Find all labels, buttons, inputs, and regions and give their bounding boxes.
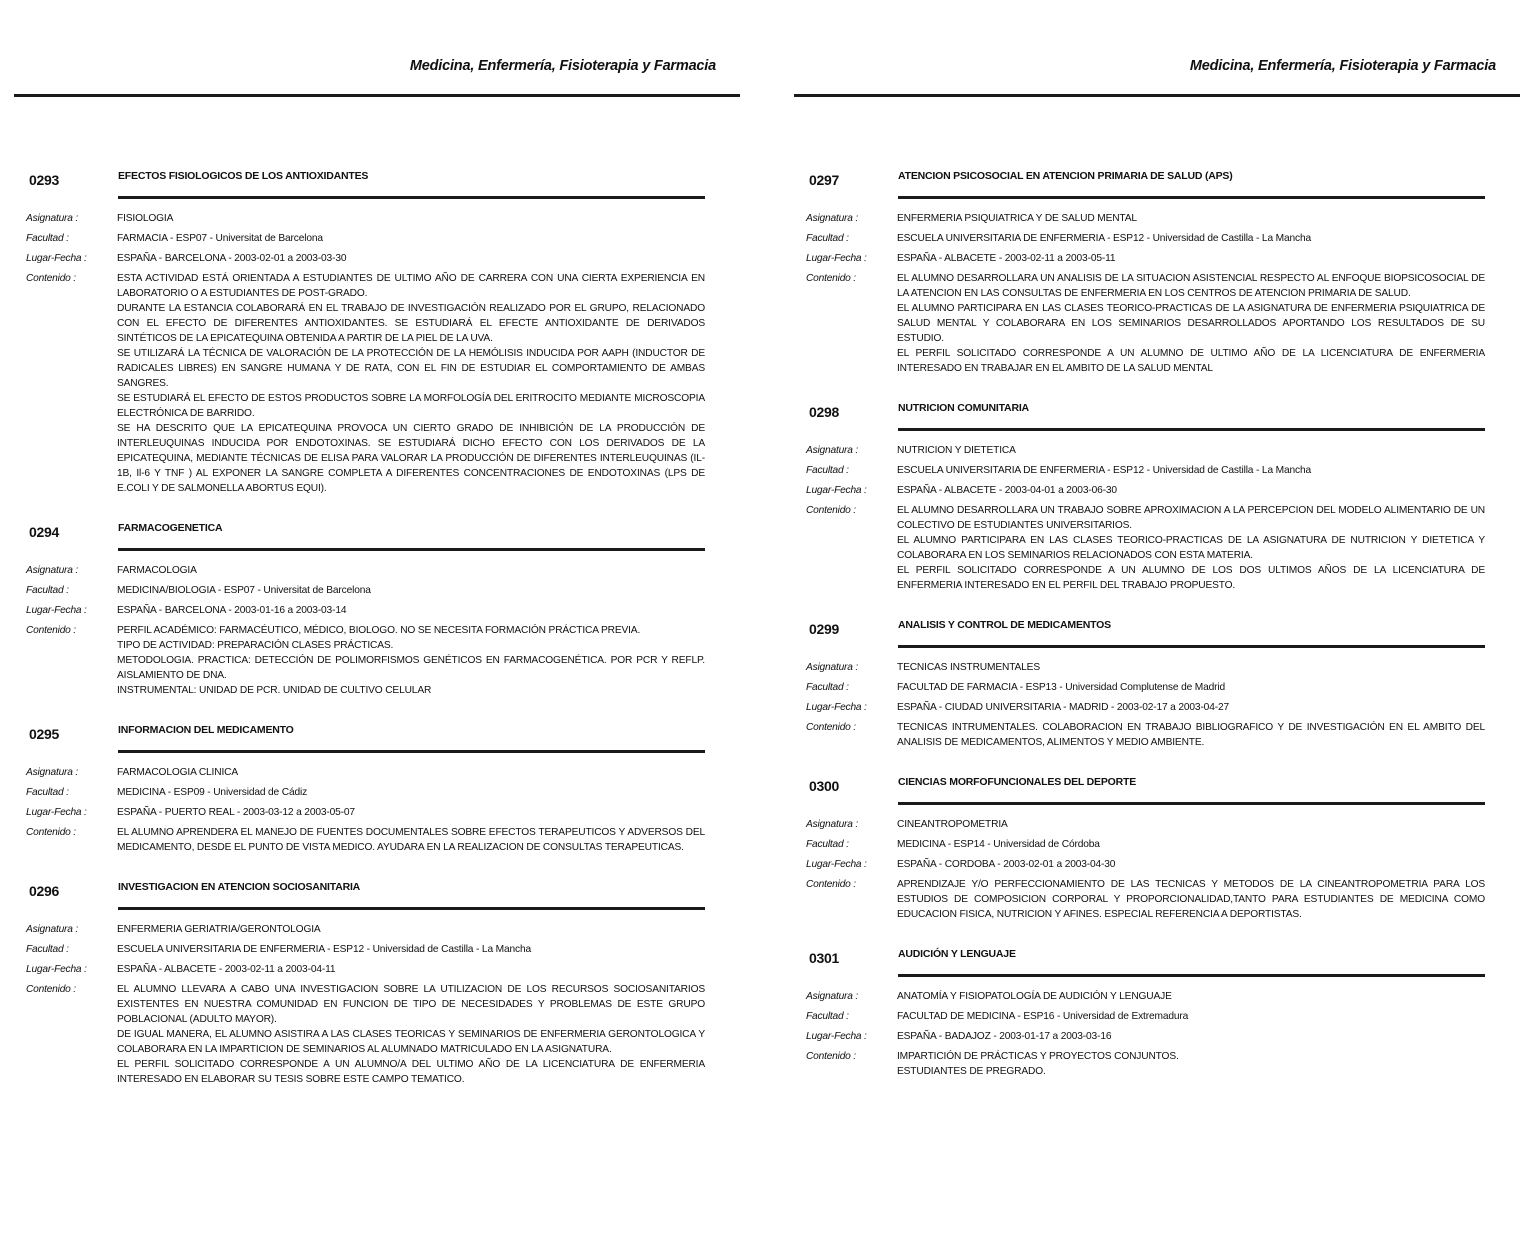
contenido-label: Contenido : bbox=[806, 879, 856, 890]
asignatura-value: ENFERMERIA PSIQUIATRICA Y DE SALUD MENTAL bbox=[897, 213, 1137, 224]
entry-code: 0301 bbox=[809, 950, 839, 966]
facultad-row bbox=[26, 231, 705, 246]
contenido-paragraph: SE HA DESCRITO QUE LA EPICATEQUINA PROVOCA UN CIERTO GRADO DE INHIBICIÓN DE LA PRODUCCIÓN DE INTERLEUQUINAS INDUCIDA POR ENDOTOXINAS. SE ESTUDIARÁ DICHO EFECTO CON LOS DERIVADOS DE LA EPICATEQUINA, MEDIANTE TÉCNICAS DE ELISA PARA VALORAR LA PRODUCCIÓN DE DIFERENTES INTERLEUQUINAS (IL-1B, Il-6 Y TNF ) AL EXPONER LA SANGRE COMPLETA A DIFERENTES CONCENTRACIONES DE ENDOTOXINAS (LPS DE E.COLI Y DE SALMONELLA ABORTUS EQUI). bbox=[117, 423, 705, 494]
contenido-paragraph: METODOLOGIA. PRACTICA: DETECCIÓN DE POLIMORFISMOS GENÉTICOS EN FARMACOGENÉTICA. POR PCR Y REFLP. AISLAMIENTO DE DNA. bbox=[117, 655, 705, 681]
contenido-row bbox=[806, 271, 1485, 376]
contenido-label: Contenido : bbox=[26, 984, 76, 995]
contenido-paragraph: EL ALUMNO DESARROLLARA UN ANALISIS DE LA SITUACION ASISTENCIAL RESPECTO AL ENFOQUE BIOPSICOSOCIAL DE LA ATENCION EN LAS CONSULTAS DE ENFERMERIA EN LOS CENTROS DE ATENCION PRIMARIA DE SALUD. bbox=[897, 273, 1485, 299]
header-underline-gap bbox=[806, 973, 898, 977]
lugar-fecha-row bbox=[26, 603, 705, 618]
contenido-paragraph: APRENDIZAJE Y/O PERFECCIONAMIENTO DE LAS TECNICAS Y METODOS DE LA CINEANTROPOMETRIA PARA LOS ESTUDIOS DE COMPOSICION CORPORAL Y PROPORCIONALIDAD,TANTO PARA ESTUDIANTES DE MEDICINA COMO EDUCACION FISICA, NUTRICION Y AFINES. ESPECIAL REFERENCIA A DEPORTISTAS. bbox=[897, 879, 1485, 920]
header-underline-gap bbox=[26, 906, 118, 910]
facultad-row bbox=[26, 785, 705, 800]
facultad-row bbox=[806, 837, 1485, 852]
facultad-value: MEDICINA/BIOLOGIA - ESP07 - Universitat de Barcelona bbox=[117, 585, 371, 596]
lugar-fecha-row bbox=[26, 251, 705, 266]
entry-title: CIENCIAS MORFOFUNCIONALES DEL DEPORTE bbox=[898, 776, 1137, 788]
lugar-fecha-value: ESPAÑA - ALBACETE - 2003-02-11 a 2003-05-11 bbox=[897, 253, 1116, 264]
contenido-paragraph: EL ALUMNO APRENDERA EL MANEJO DE FUENTES DOCUMENTALES SOBRE EFECTOS TERAPEUTICOS Y ADVERSOS DEL MEDICAMENTO, DESDE EL PUNTO DE VISTA MEDICO. AYUDARA EN LA REALIZACION DE CONSULTAS TERAPEUTICAS. bbox=[117, 827, 705, 853]
lugar-fecha-label: Lugar-Fecha : bbox=[26, 807, 87, 818]
asignatura-row bbox=[806, 443, 1485, 458]
facultad-value: ESCUELA UNIVERSITARIA DE ENFERMERIA - ESP12 - Universidad de Castilla - La Mancha bbox=[897, 233, 1311, 244]
activity-entry bbox=[806, 166, 1485, 376]
header-underline-gap bbox=[806, 195, 898, 199]
asignatura-value: FISIOLOGIA bbox=[117, 213, 174, 224]
activity-entry bbox=[26, 877, 705, 1087]
facultad-value: FACULTAD DE FARMACIA - ESP13 - Universidad Complutense de Madrid bbox=[897, 682, 1226, 693]
right-page bbox=[780, 0, 1520, 1238]
contenido-paragraph: EL ALUMNO PARTICIPARA EN LAS CLASES TEORICO-PRACTICAS DE LA ASIGNATURA DE ENFERMERIA PSIQUIATRICA DE SALUD MENTAL Y COLABORARA EN LOS SEMINARIOS DESARROLLADOS APORTANDO LOS RESULTADOS DE SU ESTUDIO. bbox=[897, 303, 1485, 344]
entry-title: INFORMACION DEL MEDICAMENTO bbox=[118, 724, 294, 736]
asignatura-label: Asignatura : bbox=[26, 767, 78, 778]
lugar-fecha-row bbox=[806, 700, 1485, 715]
contenido-paragraph: TECNICAS INTRUMENTALES. COLABORACION EN TRABAJO BIBLIOGRAFICO Y DE INVESTIGACIÓN EN EL AMBITO DEL ANALISIS DE MEDICAMENTOS, ALIMENTOS Y MEDIO AMBIENTE. bbox=[897, 722, 1485, 748]
lugar-fecha-value: ESPAÑA - BADAJOZ - 2003-01-17 a 2003-03-16 bbox=[897, 1031, 1112, 1042]
entry-header bbox=[26, 518, 705, 551]
entry-title: AUDICIÓN Y LENGUAJE bbox=[898, 948, 1016, 960]
facultad-label: Facultad : bbox=[806, 682, 849, 693]
contenido-paragraph: ESTUDIANTES DE PREGRADO. bbox=[897, 1066, 1046, 1077]
asignatura-label: Asignatura : bbox=[806, 991, 858, 1002]
contenido-paragraph: EL ALUMNO LLEVARA A CABO UNA INVESTIGACION SOBRE LA UTILIZACION DE LOS RECURSOS SOCIOSANITARIOS EXISTENTES EN NUESTRA COMUNIDAD EN FUNCION DE TIPO DE NECESIDADES Y PROBLEMAS DE ESTE GRUPO POBLACIONAL (ADULTO MAYOR). bbox=[117, 984, 705, 1025]
entry-code: 0295 bbox=[29, 726, 59, 742]
facultad-row bbox=[26, 942, 705, 957]
asignatura-row bbox=[26, 765, 705, 780]
header-underline-gap bbox=[806, 427, 898, 431]
facultad-value: MEDICINA - ESP09 - Universidad de Cádiz bbox=[117, 787, 308, 798]
contenido-paragraph: SE ESTUDIARÁ EL EFECTO DE ESTOS PRODUCTOS SOBRE LA MORFOLOGÍA DEL ERITROCITO MEDIANTE MICROSCOPIA ELECTRÓNICA DE BARRIDO. bbox=[117, 393, 705, 419]
activity-entry bbox=[806, 944, 1485, 1079]
entry-code: 0296 bbox=[29, 883, 59, 899]
asignatura-value: TECNICAS INSTRUMENTALES bbox=[897, 662, 1040, 673]
contenido-label: Contenido : bbox=[26, 625, 76, 636]
lugar-fecha-row bbox=[806, 483, 1485, 498]
contenido-paragraph: EL ALUMNO PARTICIPARA EN LAS CLASES TEORICO-PRACTICAS DE LA ASIGNATURA DE NUTRICION Y DIETETICA Y COLABORARA EN LOS SEMINARIOS RELACIONADOS CON ESTA MATERIA. bbox=[897, 535, 1485, 561]
facultad-row bbox=[806, 231, 1485, 246]
contenido-paragraph: ESTA ACTIVIDAD ESTÁ ORIENTADA A ESTUDIANTES DE ULTIMO AÑO DE CARRERA CON UNA CIERTA EXPERIENCIA EN LABORATORIO O A ESTUDIANTES DE POST-GRADO. bbox=[117, 273, 705, 299]
facultad-label: Facultad : bbox=[26, 944, 69, 955]
contenido-value bbox=[117, 271, 705, 496]
facultad-label: Facultad : bbox=[806, 233, 849, 244]
lugar-fecha-label: Lugar-Fecha : bbox=[26, 253, 87, 264]
contenido-paragraph: EL PERFIL SOLICITADO CORRESPONDE A UN ALUMNO/A DEL ULTIMO AÑO DE LA LICENCIATURA DE ENFERMERIA INTERESADO EN ELABORAR SU TESIS SOBRE ESTE CAMPO TEMATICO. bbox=[117, 1059, 705, 1085]
page-header-title: Medicina, Enfermería, Fisioterapia y Farmacia bbox=[1189, 58, 1496, 74]
lugar-fecha-value: ESPAÑA - BARCELONA - 2003-01-16 a 2003-03-14 bbox=[117, 605, 347, 616]
asignatura-label: Asignatura : bbox=[806, 662, 858, 673]
entry-code: 0293 bbox=[29, 172, 59, 188]
contenido-paragraph: SE UTILIZARÁ LA TÉCNICA DE VALORACIÓN DE LA PROTECCIÓN DE LA HEMÓLISIS INDUCIDA POR AAPH (INDUCTOR DE RADICALES LIBRES) EN SANGRE HUMANA Y DE RATA, CON EL FIN DE ESTUDIAR EL COMPORTAMIENTO DE AMBAS SANGRES. bbox=[117, 348, 705, 389]
asignatura-value: ANATOMÍA Y FISIOPATOLOGÍA DE AUDICIÓN Y LENGUAJE bbox=[897, 991, 1172, 1002]
activity-entry bbox=[26, 720, 705, 855]
header-underline-gap bbox=[26, 749, 118, 753]
contenido-paragraph: DURANTE LA ESTANCIA COLABORARÁ EN EL TRABAJO DE INVESTIGACIÓN REALIZADO POR EL GRUPO, RELACIONADO CON EL EFECTO DE DIFERENTES ANTIOXIDANTES. SE ESTUDIARÁ EL EFECTE ANTIOXIDANTE DE DERIVADOS SINTÉTICOS DE LA EPICATEQUINA OBTENIDA A PARTIR DE LA PIEL DE LA UVA. bbox=[117, 303, 705, 344]
entry-header bbox=[806, 166, 1485, 199]
facultad-row bbox=[26, 583, 705, 598]
entry-header bbox=[26, 720, 705, 753]
asignatura-row bbox=[806, 817, 1485, 832]
contenido-value bbox=[897, 271, 1485, 376]
asignatura-row bbox=[26, 563, 705, 578]
lugar-fecha-label: Lugar-Fecha : bbox=[26, 605, 87, 616]
asignatura-row bbox=[26, 922, 705, 937]
lugar-fecha-value: ESPAÑA - BARCELONA - 2003-02-01 a 2003-03-30 bbox=[117, 253, 347, 264]
contenido-label: Contenido : bbox=[806, 505, 856, 516]
asignatura-value: FARMACOLOGIA CLINICA bbox=[117, 767, 238, 778]
facultad-value: FACULTAD DE MEDICINA - ESP16 - Universidad de Extremadura bbox=[897, 1011, 1189, 1022]
contenido-row bbox=[26, 623, 705, 698]
facultad-label: Facultad : bbox=[806, 839, 849, 850]
asignatura-label: Asignatura : bbox=[806, 213, 858, 224]
contenido-paragraph: TIPO DE ACTIVIDAD: PREPARACIÓN CLASES PRÁCTICAS. bbox=[117, 640, 394, 651]
facultad-value: ESCUELA UNIVERSITARIA DE ENFERMERIA - ESP12 - Universidad de Castilla - La Mancha bbox=[897, 465, 1311, 476]
entry-header bbox=[806, 398, 1485, 431]
entry-title: FARMACOGENETICA bbox=[118, 522, 223, 534]
lugar-fecha-row bbox=[26, 805, 705, 820]
lugar-fecha-row bbox=[806, 251, 1485, 266]
lugar-fecha-value: ESPAÑA - PUERTO REAL - 2003-03-12 a 2003-05-07 bbox=[117, 807, 355, 818]
entry-code: 0294 bbox=[29, 524, 59, 540]
contenido-row bbox=[806, 720, 1485, 750]
entry-title: NUTRICION COMUNITARIA bbox=[898, 402, 1029, 414]
activity-entry bbox=[26, 518, 705, 698]
entry-code: 0298 bbox=[809, 404, 839, 420]
asignatura-value: FARMACOLOGIA bbox=[117, 565, 197, 576]
facultad-label: Facultad : bbox=[806, 465, 849, 476]
contenido-paragraph: DE IGUAL MANERA, EL ALUMNO ASISTIRA A LAS CLASES TEORICAS Y SEMINARIOS DE ENFERMERIA GERONTOLOGICA Y COLABORARA EN LA IMPARTICION DE SEMINARIOS AL ALUMNADO MATRICULADO EN LA ASIGNATURA. bbox=[117, 1029, 705, 1055]
entry-list bbox=[806, 166, 1485, 1101]
facultad-label: Facultad : bbox=[26, 233, 69, 244]
contenido-paragraph: EL PERFIL SOLICITADO CORRESPONDE A UN ALUMNO DE LOS DOS ULTIMOS AÑOS DE LA LICENCIATURA DE ENFERMERIA INTERESADO EN EL PERFIL DEL TRABAJO PROPUESTO. bbox=[897, 565, 1485, 591]
header-divider bbox=[794, 94, 1520, 97]
asignatura-label: Asignatura : bbox=[26, 213, 78, 224]
lugar-fecha-value: ESPAÑA - ALBACETE - 2003-04-01 a 2003-06-30 bbox=[897, 485, 1117, 496]
contenido-label: Contenido : bbox=[806, 273, 856, 284]
facultad-label: Facultad : bbox=[26, 787, 69, 798]
asignatura-value: NUTRICION Y DIETETICA bbox=[897, 445, 1016, 456]
header-underline-gap bbox=[806, 644, 898, 648]
activity-entry bbox=[806, 615, 1485, 750]
asignatura-row bbox=[806, 211, 1485, 226]
header-underline-gap bbox=[806, 801, 898, 805]
contenido-paragraph: EL PERFIL SOLICITADO CORRESPONDE A UN ALUMNO DE ULTIMO AÑO DE LA LICENCIATURA DE ENFERMERIA INTERESADO EN TRABAJAR EN EL AMBITO DE LA SALUD MENTAL bbox=[897, 348, 1485, 374]
activity-entry bbox=[806, 772, 1485, 922]
contenido-value bbox=[897, 1049, 1485, 1079]
lugar-fecha-label: Lugar-Fecha : bbox=[806, 253, 867, 264]
entry-header bbox=[26, 877, 705, 910]
contenido-row bbox=[806, 503, 1485, 593]
entry-code: 0299 bbox=[809, 621, 839, 637]
contenido-value bbox=[897, 503, 1485, 593]
entry-header bbox=[806, 615, 1485, 648]
asignatura-value: ENFERMERIA GERIATRIA/GERONTOLOGIA bbox=[117, 924, 321, 935]
entry-header bbox=[806, 772, 1485, 805]
facultad-row bbox=[806, 463, 1485, 478]
contenido-row bbox=[806, 877, 1485, 922]
asignatura-label: Asignatura : bbox=[806, 445, 858, 456]
asignatura-row bbox=[806, 660, 1485, 675]
header-underline-gap bbox=[26, 547, 118, 551]
asignatura-label: Asignatura : bbox=[26, 924, 78, 935]
contenido-paragraph: PERFIL ACADÉMICO: FARMACÉUTICO, MÉDICO, BIOLOGO. NO SE NECESITA FORMACIÓN PRÁCTICA PREVIA. bbox=[117, 625, 641, 636]
entry-header bbox=[806, 944, 1485, 977]
facultad-value: FARMACIA - ESP07 - Universitat de Barcelona bbox=[117, 233, 323, 244]
entry-title: EFECTOS FISIOLOGICOS DE LOS ANTIOXIDANTES bbox=[118, 170, 369, 182]
contenido-label: Contenido : bbox=[806, 722, 856, 733]
asignatura-value: CINEANTROPOMETRIA bbox=[897, 819, 1008, 830]
lugar-fecha-label: Lugar-Fecha : bbox=[26, 964, 87, 975]
lugar-fecha-label: Lugar-Fecha : bbox=[806, 859, 867, 870]
page-header-title: Medicina, Enfermería, Fisioterapia y Farmacia bbox=[409, 58, 716, 74]
activity-entry bbox=[806, 398, 1485, 593]
contenido-value bbox=[117, 623, 705, 698]
asignatura-row bbox=[26, 211, 705, 226]
lugar-fecha-label: Lugar-Fecha : bbox=[806, 702, 867, 713]
contenido-label: Contenido : bbox=[806, 1051, 856, 1062]
contenido-value bbox=[117, 982, 705, 1087]
header-divider bbox=[14, 94, 740, 97]
contenido-label: Contenido : bbox=[26, 827, 76, 838]
contenido-value bbox=[897, 877, 1485, 922]
asignatura-label: Asignatura : bbox=[26, 565, 78, 576]
lugar-fecha-value: ESPAÑA - CORDOBA - 2003-02-01 a 2003-04-30 bbox=[897, 859, 1116, 870]
entry-title: ANALISIS Y CONTROL DE MEDICAMENTOS bbox=[898, 619, 1111, 631]
activity-entry bbox=[26, 166, 705, 496]
facultad-label: Facultad : bbox=[806, 1011, 849, 1022]
contenido-value bbox=[117, 825, 705, 855]
facultad-value: MEDICINA - ESP14 - Universidad de Córdoba bbox=[897, 839, 1100, 850]
contenido-value bbox=[897, 720, 1485, 750]
contenido-row bbox=[806, 1049, 1485, 1079]
contenido-row bbox=[26, 982, 705, 1087]
facultad-label: Facultad : bbox=[26, 585, 69, 596]
facultad-row bbox=[806, 1009, 1485, 1024]
lugar-fecha-label: Lugar-Fecha : bbox=[806, 485, 867, 496]
lugar-fecha-row bbox=[806, 857, 1485, 872]
lugar-fecha-row bbox=[26, 962, 705, 977]
entry-code: 0300 bbox=[809, 778, 839, 794]
lugar-fecha-value: ESPAÑA - ALBACETE - 2003-02-11 a 2003-04-11 bbox=[117, 964, 336, 975]
asignatura-row bbox=[806, 989, 1485, 1004]
contenido-paragraph: IMPARTICIÓN DE PRÁCTICAS Y PROYECTOS CONJUNTOS. bbox=[897, 1051, 1179, 1062]
lugar-fecha-label: Lugar-Fecha : bbox=[806, 1031, 867, 1042]
contenido-paragraph: EL ALUMNO DESARROLLARA UN TRABAJO SOBRE APROXIMACION A LA PERCEPCION DEL MODELO ALIMENTARIO DE UN COLECTIVO DE ESTUDIANTES UNIVERSITARIOS. bbox=[897, 505, 1485, 531]
facultad-row bbox=[806, 680, 1485, 695]
left-page bbox=[0, 0, 740, 1238]
entry-code: 0297 bbox=[809, 172, 839, 188]
entry-list bbox=[26, 166, 705, 1109]
contenido-paragraph: INSTRUMENTAL: UNIDAD DE PCR. UNIDAD DE CULTIVO CELULAR bbox=[117, 685, 432, 696]
lugar-fecha-value: ESPAÑA - CIUDAD UNIVERSITARIA - MADRID - 2003-02-17 a 2003-04-27 bbox=[897, 702, 1229, 713]
contenido-row bbox=[26, 271, 705, 496]
asignatura-label: Asignatura : bbox=[806, 819, 858, 830]
entry-header bbox=[26, 166, 705, 199]
header-underline-gap bbox=[26, 195, 118, 199]
entry-title: INVESTIGACION EN ATENCION SOCIOSANITARIA bbox=[118, 881, 361, 893]
contenido-row bbox=[26, 825, 705, 855]
contenido-label: Contenido : bbox=[26, 273, 76, 284]
facultad-value: ESCUELA UNIVERSITARIA DE ENFERMERIA - ESP12 - Universidad de Castilla - La Mancha bbox=[117, 944, 531, 955]
entry-title: ATENCION PSICOSOCIAL EN ATENCION PRIMARIA DE SALUD (APS) bbox=[898, 170, 1233, 182]
lugar-fecha-row bbox=[806, 1029, 1485, 1044]
